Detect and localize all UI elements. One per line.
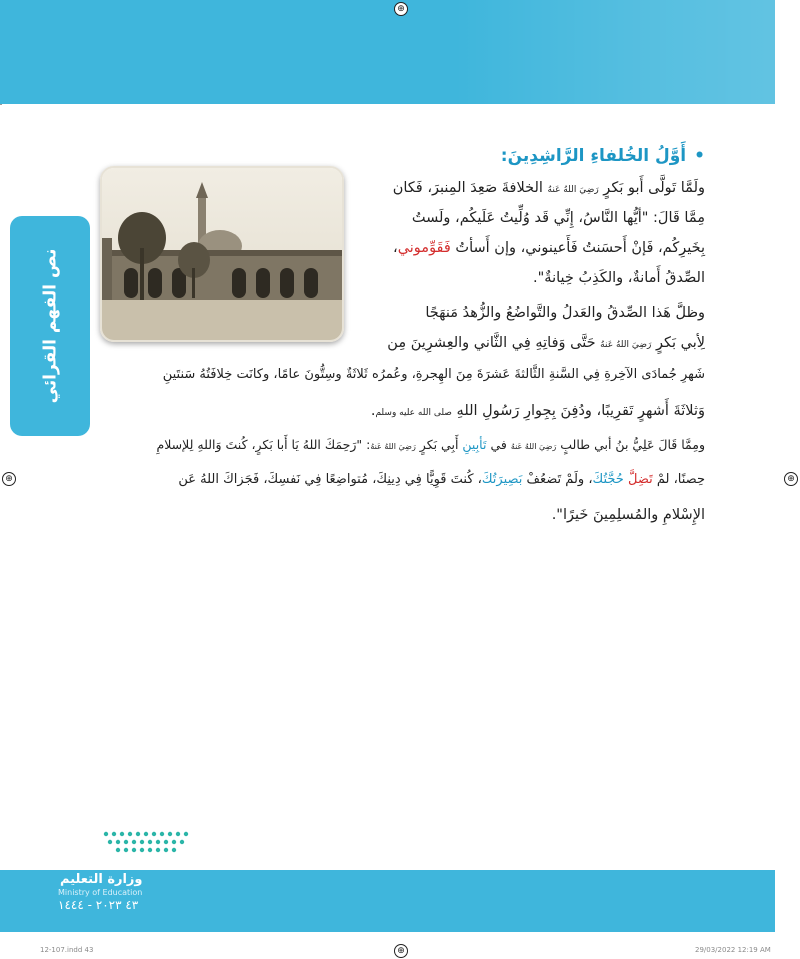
mosque-illustration-icon [102, 168, 342, 340]
side-section-tab [10, 216, 90, 436]
text-line-2: مِمَّا قَالَ: "أيُّها النَّاسُ، إِنِّي قَد وُلِّيتُ عَلَيكُم، ولَستُ [411, 210, 705, 226]
text-line-9: ومِمَّا قَالَ عَلِيُّ بنُ أبي طالبٍ رَضِيَ اللهُ عَنهُ في تَأبِينِ أَبِي بَكرٍ رَضِيَ اللهُ عَنهُ: "رَحِمَكَ اللهُ يَا أَبا بَكرٍ، كُنتَ وَاللهِ لِلإسلامِ [156, 437, 705, 452]
text-line-3: بِخَيرِكُم، فَإنْ أَحسَنتُ فَأَعينوني، وإن أَسأتُ فَقَوِّموني، [393, 240, 705, 256]
text-line-11: الإِسْلامِ والمُسلِمِينَ خَيرًا". [551, 507, 705, 523]
crop-mark [0, 104, 2, 105]
ministry-name-arabic: وزارة التعليم [60, 872, 143, 887]
registration-mark-icon: ⊕ [394, 2, 408, 16]
bullet-icon: • [694, 146, 705, 166]
text-line-5: وظلَّ هَذا الصِّدقُ والعَدلُ والتَّواضُعُ والزُّهدُ مَنهَجًا [425, 305, 705, 321]
print-slug-right: 29/03/2022 12:19 AM [695, 946, 771, 954]
top-header-band [0, 0, 775, 104]
page-number [58, 898, 138, 912]
print-slug-left: 12-107.indd 43 [40, 946, 94, 954]
text-line-8: وَثلاثَةَ أَشهرٍ تَقرِيبًا، ودُفِنَ بِجِوارِ رَسُولِ اللهِ صلى الله عليه وسلم. [370, 403, 705, 419]
text-line-10: حِصنًا، لمْ تَضِلَّ حُجَّتُكَ، ولَمْ تَضعُفْ بَصِيرَتُكَ، كُنتَ قَوِيًّا فِي دِينِكَ، مُتواضِعًا فِي نَفسِكَ، فَجَزاكَ اللهُ عَن [178, 472, 705, 487]
page-number-value: ٤٣ [125, 898, 139, 912]
edition-year: ٢٠٢٣ - ١٤٤٤ [58, 898, 122, 912]
registration-mark-icon: ⊕ [784, 472, 798, 486]
text-line-6: لِأبي بَكرٍ رَضِيَ اللهُ عَنهُ حَتَّى وَفاتِهِ فِي الثَّاني والعِشرِينَ مِن [387, 335, 705, 351]
ministry-logo-icon [100, 828, 190, 860]
mosque-photo [100, 166, 344, 342]
text-line-7: شَهرِ جُمادَى الآخِرةِ فِي السَّنةِ الثَّالثةَ عَشرَةَ مِنَ الهِجرةِ، وعُمرُه ثَلاثَةٌ وسِتُّونَ عامًا، وكانَت خِلافَتُهُ سَنتَينِ [162, 367, 705, 382]
ministry-name-english: Ministry of Education [58, 888, 143, 897]
registration-mark-icon: ⊕ [394, 944, 408, 958]
heading-text: أَوَّلُ الخُلفاءِ الرَّاشِدِينَ: [500, 146, 687, 166]
text-line-4: الصِّدقُ أَمانةٌ، والكَذِبُ خِيانةٌ". [533, 270, 705, 286]
text-line-1: ولَمَّا تَولَّى أَبو بَكرٍ رَضِيَ اللهُ عَنهُ الخلافةَ صَعِدَ المِنبرَ، فَكان [392, 180, 705, 196]
section-heading [501, 146, 705, 166]
side-tab-label: نص الفهم القرائي [40, 248, 60, 404]
header-decoration [455, 0, 775, 104]
registration-mark-icon: ⊕ [2, 472, 16, 486]
